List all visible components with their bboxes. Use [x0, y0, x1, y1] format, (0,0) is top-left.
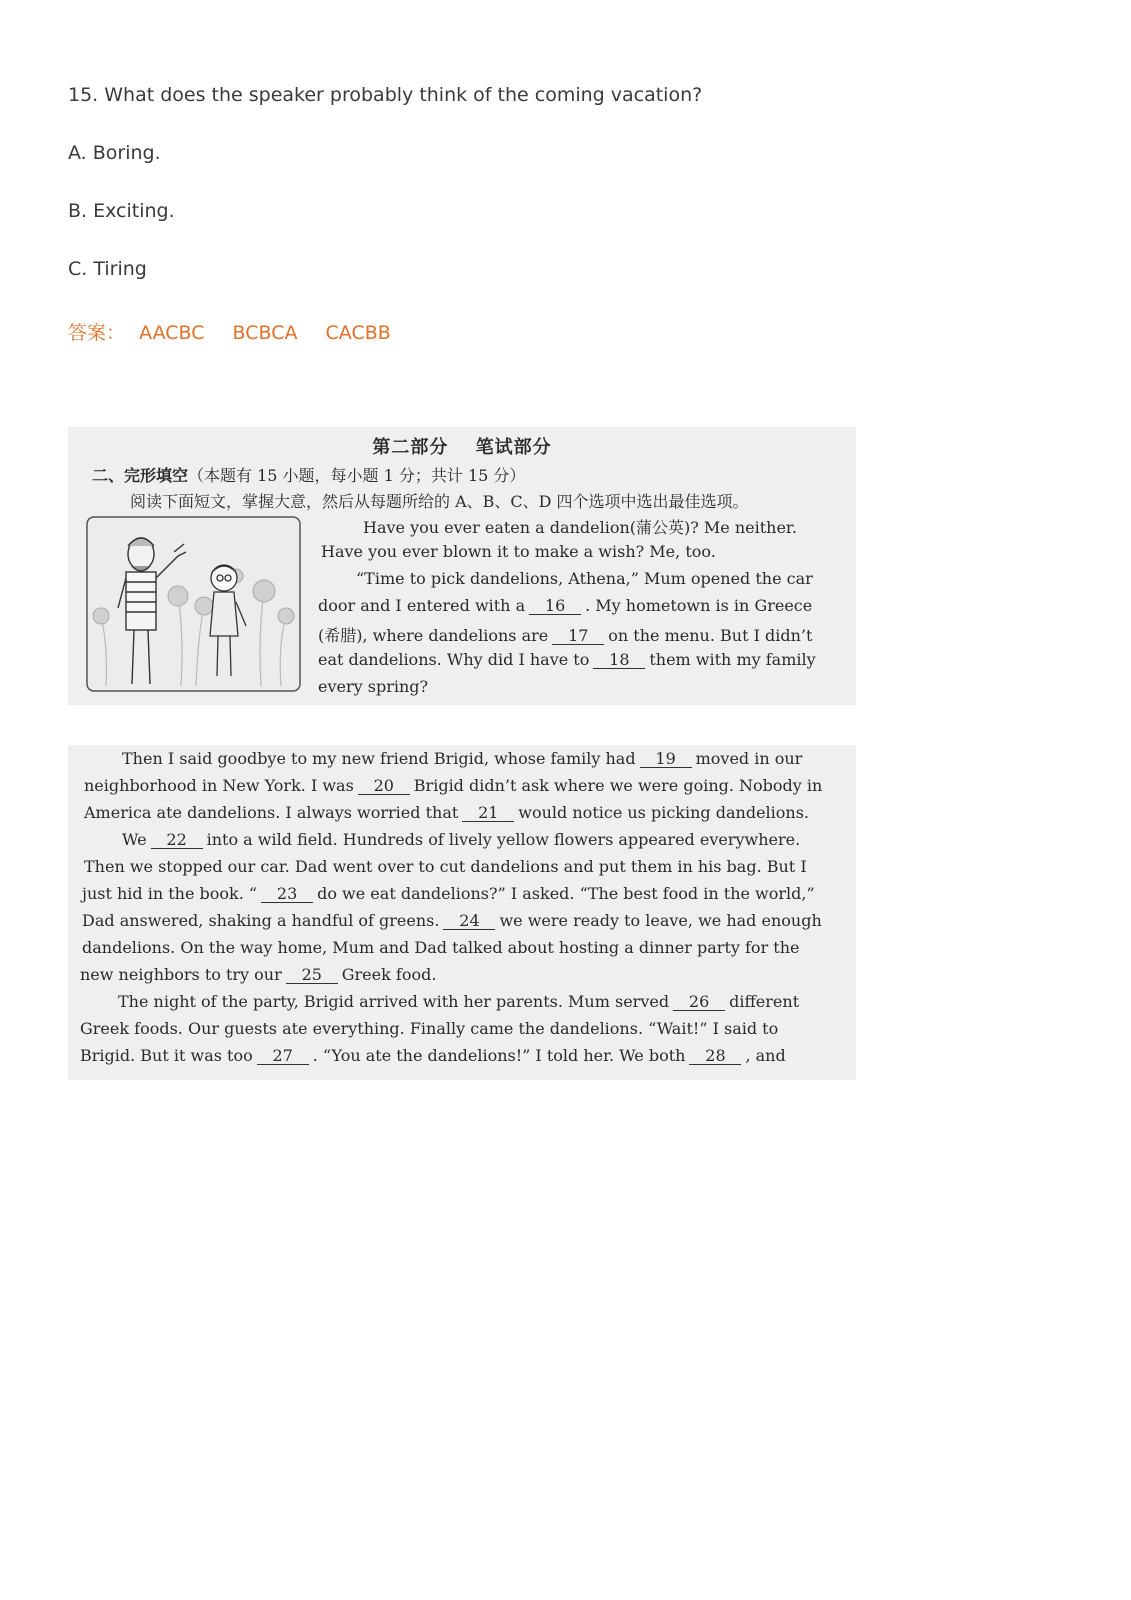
blank-18: 18 [593, 651, 645, 669]
passage2-line-4 [122, 830, 800, 849]
blank-22: 22 [151, 831, 203, 849]
passage2-line-2 [84, 776, 822, 795]
blank-23: 23 [261, 885, 313, 903]
passage-text: . My hometown is in Greece [585, 596, 813, 615]
passage-line-4 [318, 596, 812, 615]
passage-text: different [729, 992, 800, 1011]
passage-line-7: every spring? [318, 677, 429, 696]
answer-label: 答案： [68, 322, 126, 344]
option-c: C. Tiring [68, 258, 147, 280]
passage2-line-6 [82, 884, 815, 903]
illustration-image [86, 516, 301, 692]
passage-text: We [122, 830, 147, 849]
section-title [68, 433, 856, 459]
passage-line-5 [318, 623, 812, 646]
passage-line-3: “Time to pick dandelions, Athena,” Mum opened the car [356, 569, 813, 588]
cloze-heading-rest: （本题有 15 小题，每小题 1 分；共计 15 分） [188, 466, 526, 485]
passage-text: . “You ate the dandelions!” I told her. We both [312, 1046, 686, 1065]
blank-16: 16 [529, 597, 581, 615]
passage2-line-3 [84, 803, 809, 822]
section-title-sub: 笔试部分 [475, 437, 552, 458]
blank-17: 17 [552, 627, 604, 645]
blank-26: 26 [673, 993, 725, 1011]
option-a: A. Boring. [68, 142, 161, 164]
passage2-line-10 [118, 992, 799, 1011]
answer-group-3: CACBB [325, 322, 391, 344]
cloze-heading [92, 463, 525, 486]
passage-text: (希腊), where dandelions are [318, 626, 549, 645]
passage-text: America ate dandelions. I always worried that [84, 803, 459, 822]
passage-text: neighborhood in New York. I was [84, 776, 354, 795]
blank-28: 28 [689, 1047, 741, 1065]
scan-section-2 [68, 745, 856, 1080]
passage-text: moved in our [695, 749, 803, 768]
passage-text: them with my family [649, 650, 816, 669]
passage-text: The night of the party, Brigid arrived with her parents. Mum served [118, 992, 670, 1011]
cloze-heading-bold: 二、完形填空 [92, 466, 189, 485]
passage-text: do we eat dandelions?” I asked. “The best food in the world,” [317, 884, 815, 903]
blank-21: 21 [462, 804, 514, 822]
instruction-text: 阅读下面短文，掌握大意，然后从每题所给的 A、B、C、D 四个选项中选出最佳选项。 [130, 492, 749, 511]
passage2-line-5: Then we stopped our car. Dad went over to cut dandelions and put them in his bag. But I [84, 857, 807, 876]
passage-text: eat dandelions. Why did I have to [318, 650, 590, 669]
passage-text: into a wild field. Hundreds of lively yellow flowers appeared everywhere. [206, 830, 801, 849]
passage-line-6 [318, 650, 816, 669]
blank-25: 25 [286, 966, 338, 984]
passage-text: Brigid didn’t ask where we were going. Nobody in [413, 776, 823, 795]
question-stem: 15. What does the speaker probably think of the coming vacation? [68, 84, 703, 106]
answer-key [68, 318, 413, 345]
passage-text: would notice us picking dandelions. [518, 803, 810, 822]
passage-text: new neighbors to try our [80, 965, 282, 984]
blank-27: 27 [257, 1047, 309, 1065]
blank-24: 24 [443, 912, 495, 930]
passage-text: Brigid. But it was too [80, 1046, 253, 1065]
passage-line-1: Have you ever eaten a dandelion(蒲公英)? Me neither. [363, 518, 797, 537]
passage-text: Greek food. [341, 965, 437, 984]
passage2-line-11: Greek foods. Our guests ate everything. Finally came the dandelions. “Wait!” I said to [80, 1019, 779, 1038]
passage-text: we were ready to leave, we had enough [499, 911, 822, 930]
passage2-line-1 [122, 749, 802, 768]
option-b: B. Exciting. [68, 200, 175, 222]
blank-19: 19 [640, 750, 692, 768]
passage2-line-12 [80, 1046, 786, 1065]
answer-group-1: AACBC [139, 322, 205, 344]
passage-line-2: Have you ever blown it to make a wish? Me, too. [321, 542, 716, 561]
passage-text: on the menu. But I didn’t [608, 626, 813, 645]
passage2-line-7 [82, 911, 822, 930]
answer-group-2: BCBCA [232, 322, 298, 344]
passage2-line-9 [80, 965, 436, 984]
passage-text: , and [745, 1046, 786, 1065]
scan-section-1 [68, 427, 856, 705]
section-title-part: 第二部分 [372, 437, 449, 458]
passage-text: Then I said goodbye to my new friend Brigid, whose family had [122, 749, 636, 768]
passage2-line-8: dandelions. On the way home, Mum and Dad talked about hosting a dinner party for the [82, 938, 800, 957]
blank-20: 20 [358, 777, 410, 795]
passage-text: door and I entered with a [318, 596, 526, 615]
passage-text: just hid in the book. “ [82, 884, 258, 903]
passage-text: Dad answered, shaking a handful of greens. [82, 911, 440, 930]
